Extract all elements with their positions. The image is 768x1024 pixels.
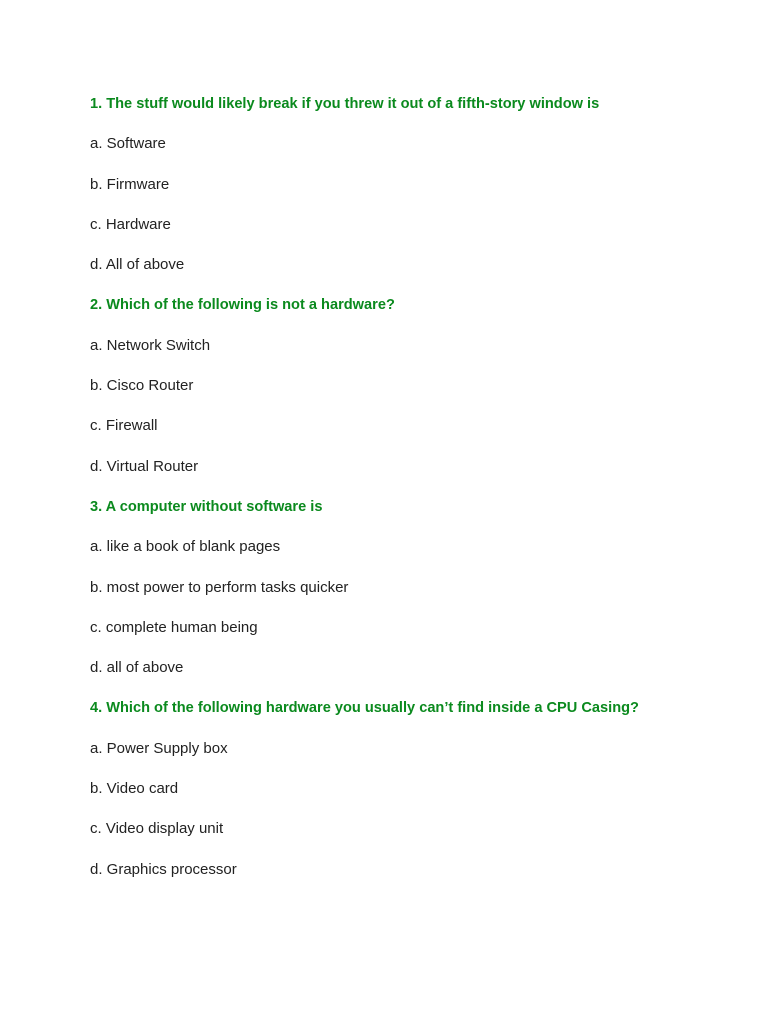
question-2-option-c: c. Firewall (90, 417, 158, 435)
question-4-option-d: d. Graphics processor (90, 860, 237, 878)
question-4-option-a: a. Power Supply box (90, 739, 228, 757)
question-3-option-d: d. all of above (90, 659, 184, 677)
question-4: 4. Which of the following hardware you usually can’t find inside a CPU Casing? (90, 700, 639, 717)
quiz-document (90, 93, 750, 899)
question-3: 3. A computer without software is (90, 498, 323, 515)
question-2-option-b: b. Cisco Router (90, 377, 194, 395)
question-3-option-b: b. most power to perform tasks quicker (90, 578, 349, 596)
question-2: 2. Which of the following is not a hardware? (90, 297, 395, 314)
question-1-option-a: a. Software (90, 135, 166, 153)
question-1: 1. The stuff would likely break if you threw it out of a fifth-story window is (90, 96, 600, 112)
question-1-option-c: c. Hardware (90, 215, 171, 233)
question-2-option-a: a. Network Switch (90, 336, 211, 354)
question-3-option-c: c. complete human being (90, 618, 258, 636)
question-1-option-d: d. All of above (90, 256, 185, 274)
question-3-option-a: a. like a book of blank pages (90, 538, 281, 556)
question-4-option-b: b. Video card (90, 780, 179, 798)
question-1-option-b: b. Firmware (90, 175, 170, 193)
question-2-option-d: d. Virtual Router (90, 457, 199, 475)
question-4-option-c: c. Video display unit (90, 820, 224, 838)
